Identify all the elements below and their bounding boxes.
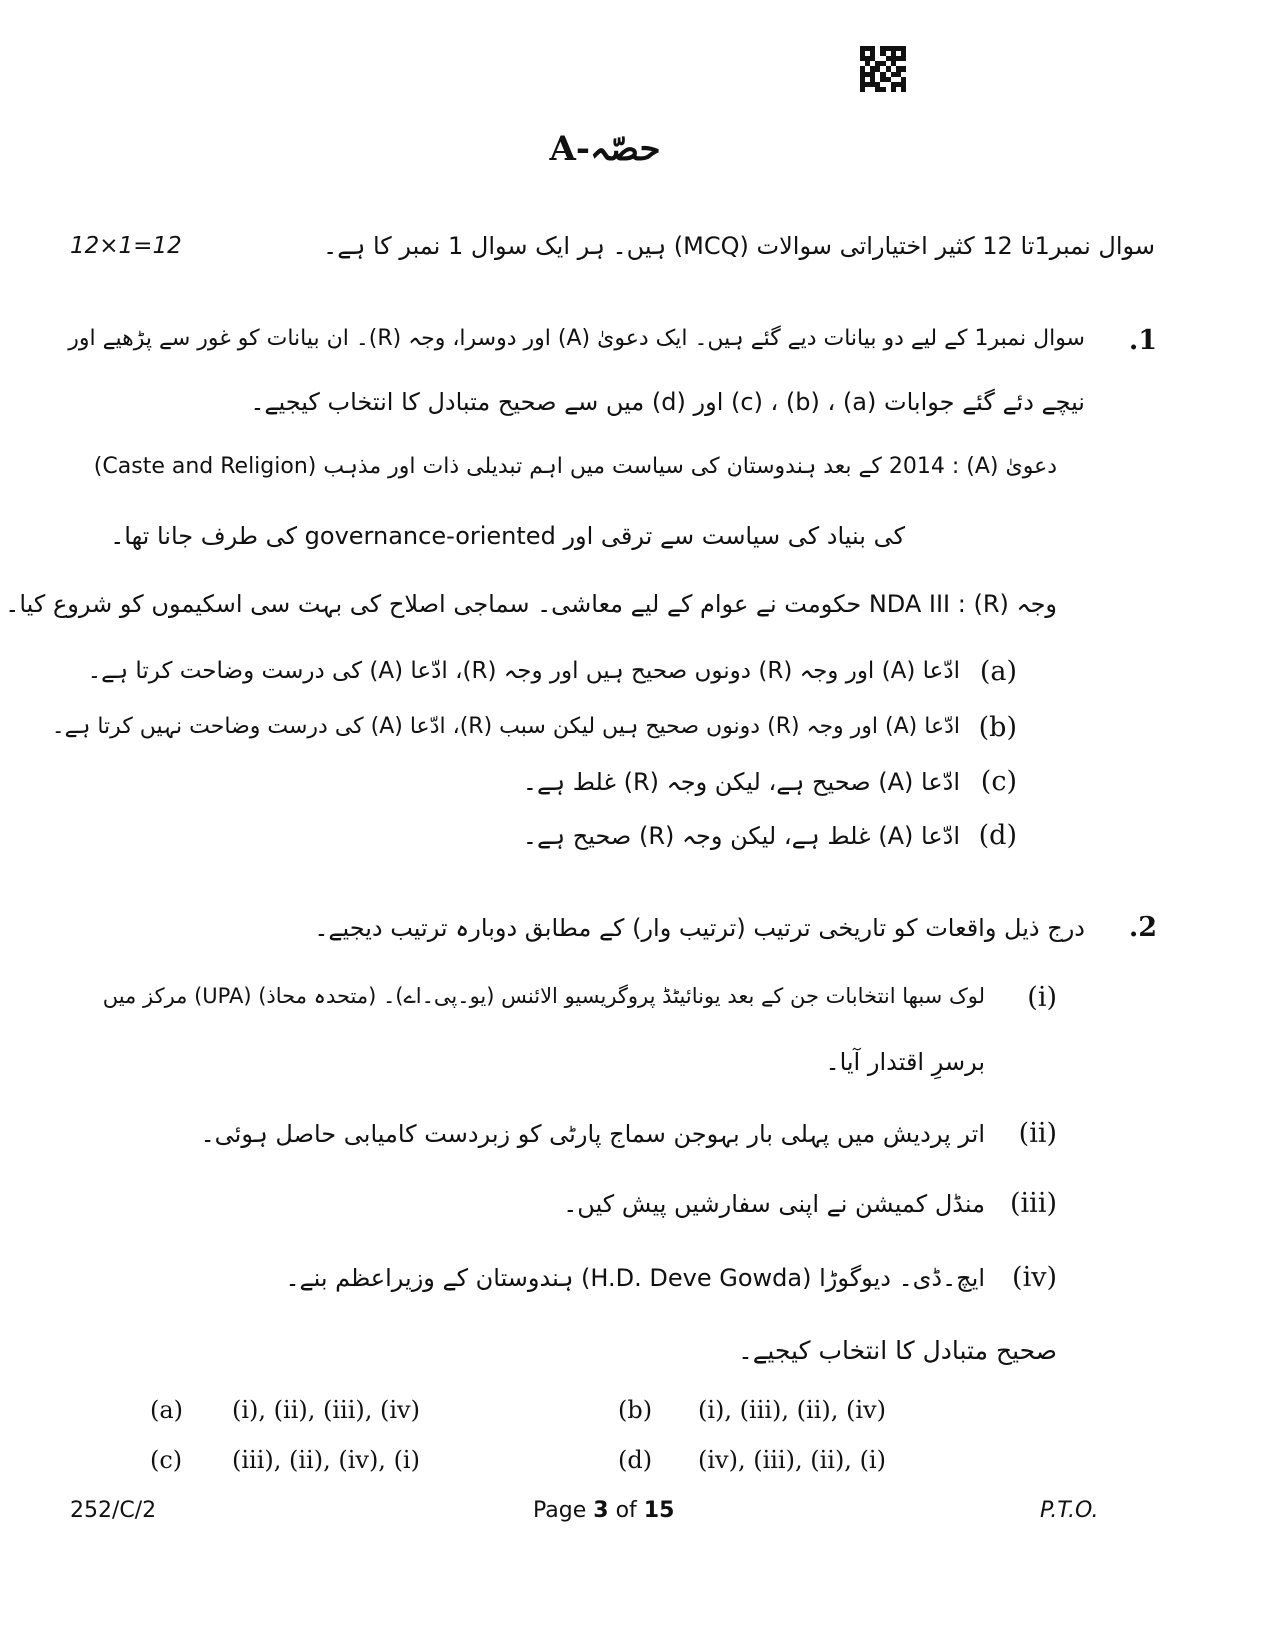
q1-option-label: (b) (978, 712, 1017, 743)
q2-answer-text: (iv), (iii), (ii), (i) (698, 1446, 886, 1474)
q1-option-label: (a) (979, 656, 1017, 687)
page-of: of (608, 1498, 644, 1523)
q1-option-text: ادّعا (A) اور وجہ (R) دونوں صحیح ہیں اور وجہ (R)، ادّعا (A) کی درست وضاحت کرتا ہے۔ (87, 658, 960, 684)
page-total: 15 (643, 1498, 675, 1523)
q2-answer-label: (c) (150, 1446, 183, 1474)
q2-answer-text: (i), (iii), (ii), (iv) (698, 1396, 886, 1424)
q2-event-label: (iv) (1012, 1262, 1057, 1293)
q2-event-text-continued: برسرِ اقتدار آیا۔ (825, 1048, 985, 1076)
page-prefix: Page (533, 1498, 594, 1523)
q2-answer-label: (b) (618, 1396, 653, 1424)
section-instructions: سوال نمبر1تا 12 کثیر اختیاراتی سوالات (MCQ) ہیں۔ ہر ایک سوال 1 نمبر کا ہے۔ (323, 232, 1155, 260)
q1-assertion-line1: دعویٰ (A) : 2014 کے بعد ہندوستان کی سیاست میں اہم تبدیلی ذات اور مذہب (Caste and Religion) (93, 454, 1057, 479)
q1-intro-line1: سوال نمبر1 کے لیے دو بیانات دیے گئے ہیں۔ ایک دعویٰ (A) اور دوسرا، وجہ (R)۔ ان بیانات کو غور سے پڑھیے اور (68, 326, 1085, 351)
question-number-1: .1 (1128, 325, 1157, 356)
q1-assertion-line2: کی بنیاد کی سیاست سے ترقی اور governance-oriented کی طرف جانا تھا۔ (110, 522, 905, 550)
q2-event-text: لوک سبھا انتخابات جن کے بعد یونائیٹڈ پروگریسیو الائنس (یو۔پی۔اے)۔ (متحدہ محاذ) (UPA) مرکز میں (102, 984, 985, 1008)
q2-event-label: (iii) (1010, 1188, 1057, 1219)
q1-option-text: ادّعا (A) اور وجہ (R) دونوں صحیح ہیں لیکن سبب (R)، ادّعا (A) کی درست وضاحت نہیں کرتا ہے۔ (51, 714, 960, 739)
footer-pto: P.T.O. (1040, 1498, 1099, 1523)
q2-answer-text: (iii), (ii), (iv), (i) (232, 1446, 420, 1474)
q1-option-text: ادّعا (A) غلط ہے، لیکن وجہ (R) صحیح ہے۔ (522, 822, 960, 850)
q2-event-text: ایچ۔ڈی۔ دیوگوڑا (H.D. Deve Gowda) ہندوستان کے وزیراعظم بنے۔ (285, 1264, 985, 1292)
qr-code (860, 46, 906, 92)
q2-answer-label: (d) (618, 1446, 653, 1474)
q1-option-text: ادّعا (A) صحیح ہے، لیکن وجہ (R) غلط ہے۔ (522, 768, 960, 796)
q1-intro-line2: نیچے دئے گئے جوابات (a) ، (b) ، (c) اور (d) میں سے صحیح متبادل کا انتخاب کیجیے۔ (250, 388, 1085, 416)
section-title: حصّہ-A (549, 129, 661, 169)
q2-intro: درج ذیل واقعات کو تاریخی ترتیب (ترتیب وار) کے مطابق دوبارہ ترتیب دیجیے۔ (314, 914, 1085, 942)
footer-page-number (533, 1498, 674, 1523)
q2-event-label: (ii) (1018, 1118, 1057, 1149)
page-current: 3 (593, 1498, 609, 1523)
q2-event-label: (i) (1027, 982, 1057, 1013)
q2-event-text: منڈل کمیشن نے اپنی سفارشیں پیش کیں۔ (563, 1190, 985, 1218)
q2-event-text: اتر پردیش میں پہلی بار بہوجن سماج پارٹی کو زبردست کامیابی حاصل ہوئی۔ (200, 1120, 985, 1148)
marks-formula: 12×1=12 (70, 233, 182, 259)
q1-reason: وجہ (R) : NDA III حکومت نے عوام کے لیے معاشی۔ سماجی اصلاح کی بہت سی اسکیموں کو شروع کیا۔ (5, 590, 1057, 618)
q2-answer-text: (i), (ii), (iii), (iv) (232, 1396, 420, 1424)
question-number-2: .2 (1128, 912, 1157, 943)
q2-answer-label: (a) (150, 1396, 184, 1424)
q1-option-label: (c) (980, 766, 1017, 797)
q2-choose-instruction: صحیح متبادل کا انتخاب کیجیے۔ (738, 1336, 1057, 1365)
q1-option-label: (d) (978, 820, 1017, 851)
footer-paper-code: 252/C/2 (70, 1498, 157, 1523)
